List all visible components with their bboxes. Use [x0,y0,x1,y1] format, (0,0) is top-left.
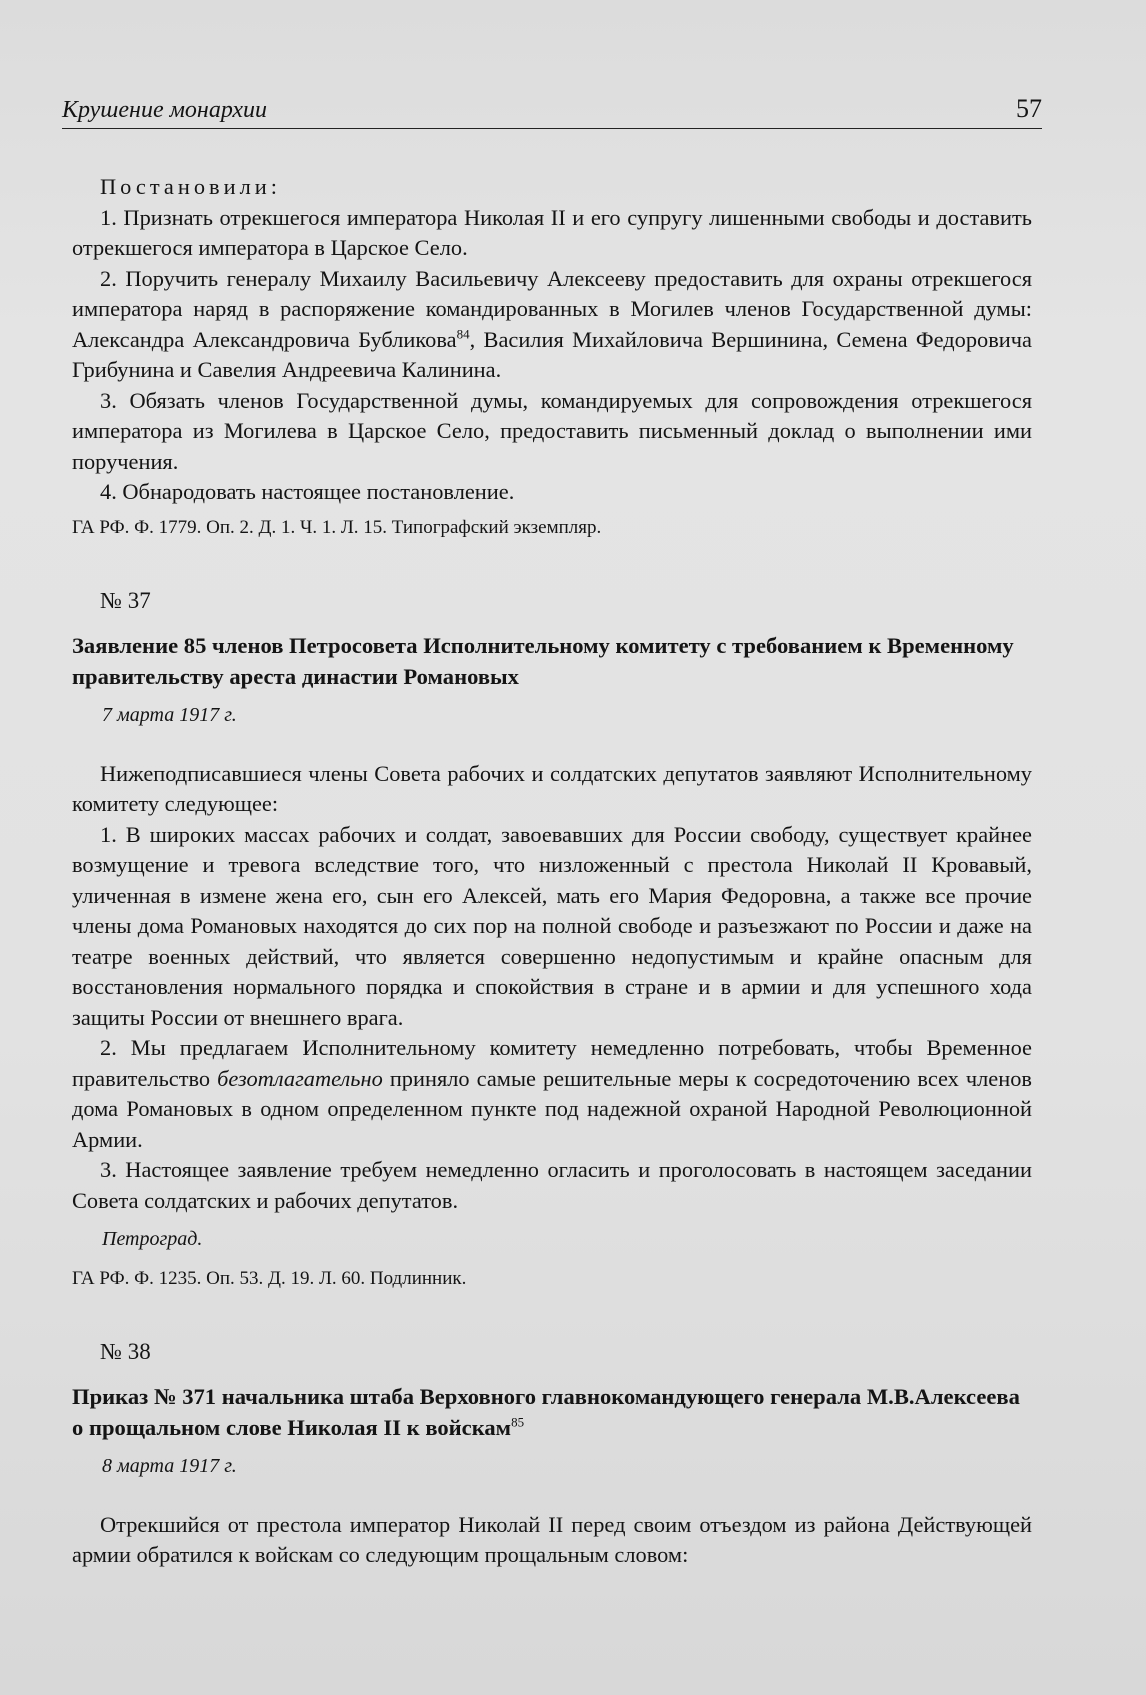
resolution-item-4: 4. Обнародовать настоящее постановление. [100,479,515,504]
doc37-paragraph-3: 3. Настоящее заявление требуем немедленно огласить и проголосовать в настоящем заседании Совета солдатских и рабочих депутатов. [72,1157,1032,1213]
doc38-title-text: Приказ № 371 начальника штаба Верховного главнокомандующего генерала М.В.Алексеева о прощальном слове Николая II к войскам [72,1384,1020,1440]
doc38-intro: Отрекшийся от престола император Николай II перед своим отъездом из района Действующей армии обратился к войскам со следующим прощальным словом: [72,1511,1032,1567]
page-content [72,172,1032,1571]
doc37-p2-italic: безотлагательно [217,1065,383,1091]
doc37-place: Петроград. [102,1228,203,1250]
doc37-p2-before: 2. Мы предлагаем Исполнительному комитету немедленно потребовать, чтобы Временное правительство [72,1035,1032,1091]
doc37-title: Заявление 85 членов Петросовета Исполнительному комитету с требованием к Временному правительству ареста династии Романовых [72,633,1014,689]
footnote-85: 85 [511,1414,525,1430]
doc38-number: № 38 [100,1338,151,1364]
resolution-item-3: 3. Обязать членов Государственной думы, командируемых для сопровождения отрекшегося императора из Могилева в Царское Село, предоставить письменный доклад о выполнении ими поручения. [72,387,1032,474]
running-title: Крушение монархии [62,97,267,123]
doc38-title [72,1381,1032,1443]
page-number: 57 [1016,94,1042,123]
doc37-paragraph-1: 1. В широких массах рабочих и солдат, завоевавших для России свободу, существует крайнее возмущение и тревога вследствие того, что низложенный с престола Николай II Кровавый, уличенная в измене жена его, сын его Алексей, мать его Мария Федоровна, а также все прочие члены дома Романовых находятся до сих пор на полной свободе и разъезжают по России и даже на театре военных действий, что является совершенно недопустимым и крайне опасным для восстановления нормального порядка и спокойствия в стране и в армии и для успешного хода защиты России от внешнего врага. [72,821,1032,1030]
doc38-date: 8 марта 1917 г. [102,1455,237,1477]
resolution-source: ГА РФ. Ф. 1779. Оп. 2. Д. 1. Ч. 1. Л. 15. Типографский экземпляр. [72,516,602,538]
page-header [62,92,1042,129]
doc37-intro: Нижеподписавшиеся члены Совета рабочих и солдатских депутатов заявляют Исполнительному комитету следующее: [72,760,1032,816]
doc37-number: № 37 [100,587,151,613]
resolution-item-2-text: 2. Поручить генералу Михаилу Васильевичу Алексееву предоставить для охраны отрекшегося императора наряд в распоряжение командированных в Могилев членов Государственной думы: Александра Александровича Бубликова [72,265,1032,352]
resolution-heading: Постановили: [100,174,281,199]
doc37-source: ГА РФ. Ф. 1235. Оп. 53. Д. 19. Л. 60. Подлинник. [72,1267,467,1289]
doc37-p2-after: приняло самые решительные меры к сосредоточению всех членов дома Романовых в одном определенном пункте под надежной охраной Народной Революционной Армии. [72,1065,1032,1152]
resolution-item-2-rest: , Василия Михайловича Вершинина, Семена Федоровича Грибунина и Савелия Андреевича Калинина. [72,326,1032,382]
doc37-date: 7 марта 1917 г. [102,704,237,726]
footnote-84: 84 [456,326,470,342]
resolution-item-2 [72,264,1032,386]
resolution-item-1: 1. Признать отрекшегося императора Николая II и его супругу лишенными свободы и доставить отрекшегося императора в Царское Село. [72,204,1032,260]
doc37-paragraph-2 [72,1033,1032,1155]
